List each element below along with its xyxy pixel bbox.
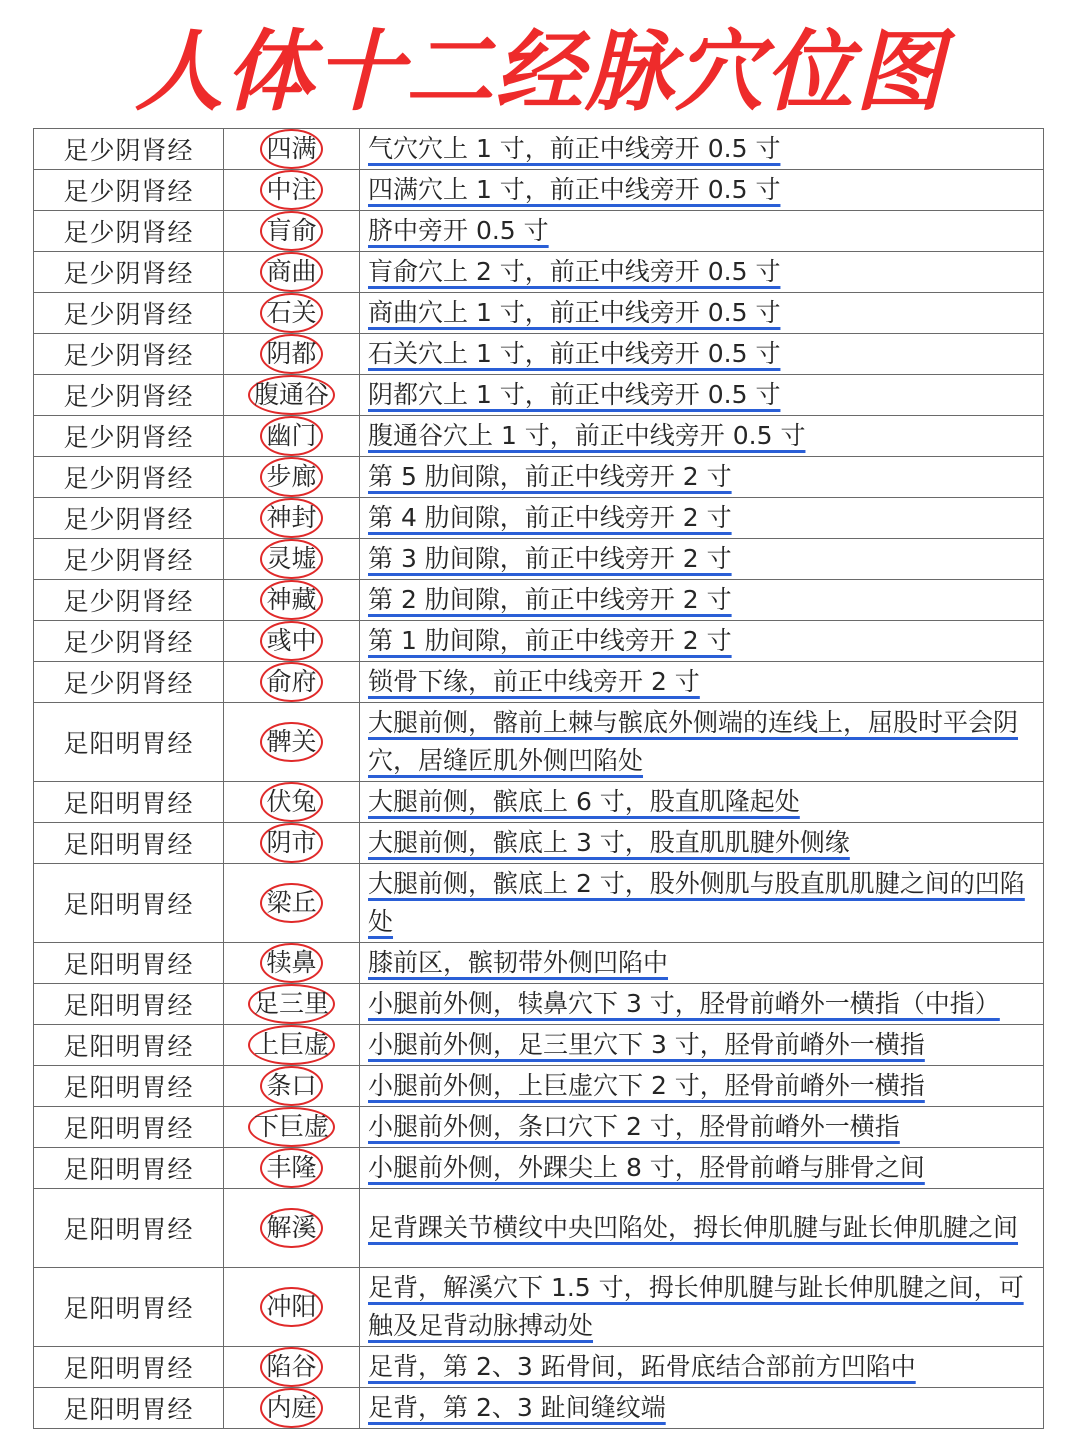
meridian-cell: 足阳明胃经 bbox=[34, 1347, 224, 1388]
point-cell bbox=[224, 782, 360, 823]
location-cell bbox=[360, 1107, 1044, 1148]
table-row bbox=[34, 334, 1044, 375]
location-cell bbox=[360, 539, 1044, 580]
table-row bbox=[34, 293, 1044, 334]
location-text: 小腿前外侧，上巨虚穴下 2 寸，胫骨前嵴外一横指 bbox=[368, 1071, 925, 1100]
meridian-cell: 足少阴肾经 bbox=[34, 252, 224, 293]
location-text: 肓俞穴上 2 寸，前正中线旁开 0.5 寸 bbox=[368, 257, 781, 286]
meridian-cell: 足阳明胃经 bbox=[34, 703, 224, 782]
point-name-circled: 四满 bbox=[260, 129, 322, 169]
point-cell bbox=[224, 1148, 360, 1189]
table-row bbox=[34, 782, 1044, 823]
location-text: 大腿前侧，髌底上 6 寸，股直肌隆起处 bbox=[368, 787, 800, 816]
point-cell bbox=[224, 334, 360, 375]
location-cell bbox=[360, 170, 1044, 211]
point-cell bbox=[224, 293, 360, 334]
location-text: 商曲穴上 1 寸，前正中线旁开 0.5 寸 bbox=[368, 298, 781, 327]
meridian-cell: 足少阴肾经 bbox=[34, 662, 224, 703]
meridian-cell: 足少阴肾经 bbox=[34, 129, 224, 170]
point-name-circled: 陷谷 bbox=[260, 1347, 322, 1387]
meridian-cell: 足阳明胃经 bbox=[34, 782, 224, 823]
point-name-circled: 上巨虚 bbox=[248, 1025, 335, 1065]
table-row bbox=[34, 1025, 1044, 1066]
location-text: 脐中旁开 0.5 寸 bbox=[368, 216, 549, 245]
location-cell bbox=[360, 498, 1044, 539]
page-title: 人体十二经脉穴位图 bbox=[134, 20, 945, 123]
point-cell bbox=[224, 1107, 360, 1148]
meridian-cell: 足少阴肾经 bbox=[34, 498, 224, 539]
meridian-cell: 足少阴肾经 bbox=[34, 416, 224, 457]
point-cell bbox=[224, 170, 360, 211]
location-text: 大腿前侧，髂前上棘与髌底外侧端的连线上，屈股时平会阴穴，居缝匠肌外侧凹陷处 bbox=[368, 708, 1019, 775]
point-cell bbox=[224, 457, 360, 498]
point-cell bbox=[224, 1347, 360, 1388]
table-row bbox=[34, 621, 1044, 662]
location-cell bbox=[360, 984, 1044, 1025]
meridian-cell: 足少阴肾经 bbox=[34, 457, 224, 498]
point-cell bbox=[224, 375, 360, 416]
point-name-circled: 腹通谷 bbox=[248, 375, 335, 415]
point-cell bbox=[224, 1189, 360, 1268]
location-text: 四满穴上 1 寸，前正中线旁开 0.5 寸 bbox=[368, 175, 781, 204]
meridian-cell: 足阳明胃经 bbox=[34, 1148, 224, 1189]
table-row bbox=[34, 252, 1044, 293]
location-cell bbox=[360, 1189, 1044, 1268]
meridian-cell: 足少阴肾经 bbox=[34, 211, 224, 252]
table-row bbox=[34, 539, 1044, 580]
point-name-circled: 步廊 bbox=[260, 457, 322, 497]
meridian-cell: 足少阴肾经 bbox=[34, 293, 224, 334]
meridian-cell: 足阳明胃经 bbox=[34, 984, 224, 1025]
table-row bbox=[34, 1148, 1044, 1189]
table-row bbox=[34, 1388, 1044, 1429]
point-name-circled: 灵墟 bbox=[260, 539, 322, 579]
table-row bbox=[34, 416, 1044, 457]
location-cell bbox=[360, 129, 1044, 170]
table-row bbox=[34, 943, 1044, 984]
point-name-circled: 犊鼻 bbox=[260, 943, 322, 983]
location-cell bbox=[360, 662, 1044, 703]
table-row bbox=[34, 864, 1044, 943]
location-cell bbox=[360, 211, 1044, 252]
point-cell bbox=[224, 943, 360, 984]
meridian-cell: 足少阴肾经 bbox=[34, 375, 224, 416]
point-name-circled: 内庭 bbox=[260, 1388, 322, 1428]
table-row bbox=[34, 211, 1044, 252]
meridian-cell: 足少阴肾经 bbox=[34, 539, 224, 580]
location-cell bbox=[360, 703, 1044, 782]
point-cell bbox=[224, 1066, 360, 1107]
location-cell bbox=[360, 864, 1044, 943]
point-cell bbox=[224, 416, 360, 457]
meridian-cell: 足少阴肾经 bbox=[34, 334, 224, 375]
point-name-circled: 解溪 bbox=[260, 1208, 322, 1248]
location-cell bbox=[360, 1066, 1044, 1107]
location-cell bbox=[360, 823, 1044, 864]
point-cell bbox=[224, 703, 360, 782]
acupoint-table bbox=[33, 128, 1044, 1429]
table-row bbox=[34, 1347, 1044, 1388]
table-row bbox=[34, 129, 1044, 170]
point-name-circled: 冲阳 bbox=[260, 1287, 322, 1327]
meridian-cell: 足阳明胃经 bbox=[34, 1268, 224, 1347]
location-text: 小腿前外侧，条口穴下 2 寸，胫骨前嵴外一横指 bbox=[368, 1112, 900, 1141]
location-cell bbox=[360, 621, 1044, 662]
point-name-circled: 阴都 bbox=[260, 334, 322, 374]
point-cell bbox=[224, 1388, 360, 1429]
point-name-circled: 条口 bbox=[260, 1066, 322, 1106]
location-cell bbox=[360, 293, 1044, 334]
point-cell bbox=[224, 662, 360, 703]
point-name-circled: 丰隆 bbox=[260, 1148, 322, 1188]
location-text: 腹通谷穴上 1 寸，前正中线旁开 0.5 寸 bbox=[368, 421, 806, 450]
location-cell bbox=[360, 1347, 1044, 1388]
location-text: 膝前区，髌韧带外侧凹陷中 bbox=[368, 948, 669, 977]
point-name-circled: 商曲 bbox=[260, 252, 322, 292]
location-cell bbox=[360, 416, 1044, 457]
location-text: 足背踝关节横纹中央凹陷处，拇长伸肌腱与趾长伸肌腱之间 bbox=[368, 1213, 1019, 1242]
location-text: 第 1 肋间隙，前正中线旁开 2 寸 bbox=[368, 626, 732, 655]
point-name-circled: 中注 bbox=[260, 170, 322, 210]
meridian-cell: 足少阴肾经 bbox=[34, 170, 224, 211]
table-row bbox=[34, 1107, 1044, 1148]
point-cell bbox=[224, 1025, 360, 1066]
meridian-cell: 足少阴肾经 bbox=[34, 580, 224, 621]
location-text: 锁骨下缘，前正中线旁开 2 寸 bbox=[368, 667, 700, 696]
location-cell bbox=[360, 1268, 1044, 1347]
point-name-circled: 神封 bbox=[260, 498, 322, 538]
location-text: 大腿前侧，髌底上 3 寸，股直肌肌腱外侧缘 bbox=[368, 828, 850, 857]
point-name-circled: 神藏 bbox=[260, 580, 322, 620]
location-text: 小腿前外侧，外踝尖上 8 寸，胫骨前嵴与腓骨之间 bbox=[368, 1153, 925, 1182]
table-row bbox=[34, 703, 1044, 782]
point-name-circled: 肓俞 bbox=[260, 211, 322, 251]
point-cell bbox=[224, 211, 360, 252]
table-row bbox=[34, 662, 1044, 703]
acupoint-table-body bbox=[34, 129, 1044, 1429]
location-text: 足背，第 2、3 趾间缝纹端 bbox=[368, 1393, 666, 1422]
location-text: 足背，解溪穴下 1.5 寸，拇长伸肌腱与趾长伸肌腱之间，可触及足背动脉搏动处 bbox=[368, 1273, 1024, 1340]
table-row bbox=[34, 823, 1044, 864]
table-row bbox=[34, 457, 1044, 498]
table-row bbox=[34, 1066, 1044, 1107]
point-name-circled: 髀关 bbox=[260, 722, 322, 762]
location-text: 石关穴上 1 寸，前正中线旁开 0.5 寸 bbox=[368, 339, 781, 368]
table-row bbox=[34, 498, 1044, 539]
point-name-circled: 阴市 bbox=[260, 823, 322, 863]
location-cell bbox=[360, 1025, 1044, 1066]
location-text: 阴都穴上 1 寸，前正中线旁开 0.5 寸 bbox=[368, 380, 781, 409]
location-text: 气穴穴上 1 寸，前正中线旁开 0.5 寸 bbox=[368, 134, 781, 163]
meridian-cell: 足阳明胃经 bbox=[34, 1189, 224, 1268]
location-text: 第 3 肋间隙，前正中线旁开 2 寸 bbox=[368, 544, 732, 573]
point-cell bbox=[224, 252, 360, 293]
location-cell bbox=[360, 457, 1044, 498]
point-name-circled: 下巨虚 bbox=[248, 1107, 335, 1147]
point-cell bbox=[224, 621, 360, 662]
location-cell bbox=[360, 252, 1044, 293]
location-text: 足背，第 2、3 跖骨间，跖骨底结合部前方凹陷中 bbox=[368, 1352, 916, 1381]
location-cell bbox=[360, 943, 1044, 984]
point-name-circled: 石关 bbox=[260, 293, 322, 333]
point-name-circled: 俞府 bbox=[260, 662, 322, 702]
meridian-cell: 足阳明胃经 bbox=[34, 1066, 224, 1107]
location-cell bbox=[360, 1388, 1044, 1429]
table-row bbox=[34, 170, 1044, 211]
point-cell bbox=[224, 1268, 360, 1347]
point-name-circled: 伏兔 bbox=[260, 782, 322, 822]
meridian-cell: 足阳明胃经 bbox=[34, 1025, 224, 1066]
point-name-circled: 足三里 bbox=[248, 984, 335, 1024]
location-text: 小腿前外侧，犊鼻穴下 3 寸，胫骨前嵴外一横指（中指） bbox=[368, 989, 1000, 1018]
table-row bbox=[34, 1268, 1044, 1347]
point-cell bbox=[224, 539, 360, 580]
point-cell bbox=[224, 984, 360, 1025]
location-text: 小腿前外侧，足三里穴下 3 寸，胫骨前嵴外一横指 bbox=[368, 1030, 925, 1059]
location-text: 第 5 肋间隙，前正中线旁开 2 寸 bbox=[368, 462, 732, 491]
meridian-cell: 足阳明胃经 bbox=[34, 823, 224, 864]
meridian-cell: 足少阴肾经 bbox=[34, 621, 224, 662]
table-row bbox=[34, 1189, 1044, 1268]
meridian-cell: 足阳明胃经 bbox=[34, 943, 224, 984]
meridian-cell: 足阳明胃经 bbox=[34, 864, 224, 943]
point-cell bbox=[224, 864, 360, 943]
table-row bbox=[34, 984, 1044, 1025]
location-cell bbox=[360, 375, 1044, 416]
point-cell bbox=[224, 580, 360, 621]
location-cell bbox=[360, 580, 1044, 621]
point-name-circled: 幽门 bbox=[260, 416, 322, 456]
meridian-cell: 足阳明胃经 bbox=[34, 1107, 224, 1148]
point-cell bbox=[224, 129, 360, 170]
location-text: 大腿前侧，髌底上 2 寸，股外侧肌与股直肌肌腱之间的凹陷处 bbox=[368, 869, 1025, 936]
point-name-circled: 梁丘 bbox=[260, 883, 322, 923]
location-cell bbox=[360, 782, 1044, 823]
point-cell bbox=[224, 823, 360, 864]
location-cell bbox=[360, 1148, 1044, 1189]
point-cell bbox=[224, 498, 360, 539]
location-cell bbox=[360, 334, 1044, 375]
location-text: 第 4 肋间隙，前正中线旁开 2 寸 bbox=[368, 503, 732, 532]
point-name-circled: 彧中 bbox=[260, 621, 322, 661]
table-row bbox=[34, 375, 1044, 416]
location-text: 第 2 肋间隙，前正中线旁开 2 寸 bbox=[368, 585, 732, 614]
table-row bbox=[34, 580, 1044, 621]
meridian-cell: 足阳明胃经 bbox=[34, 1388, 224, 1429]
